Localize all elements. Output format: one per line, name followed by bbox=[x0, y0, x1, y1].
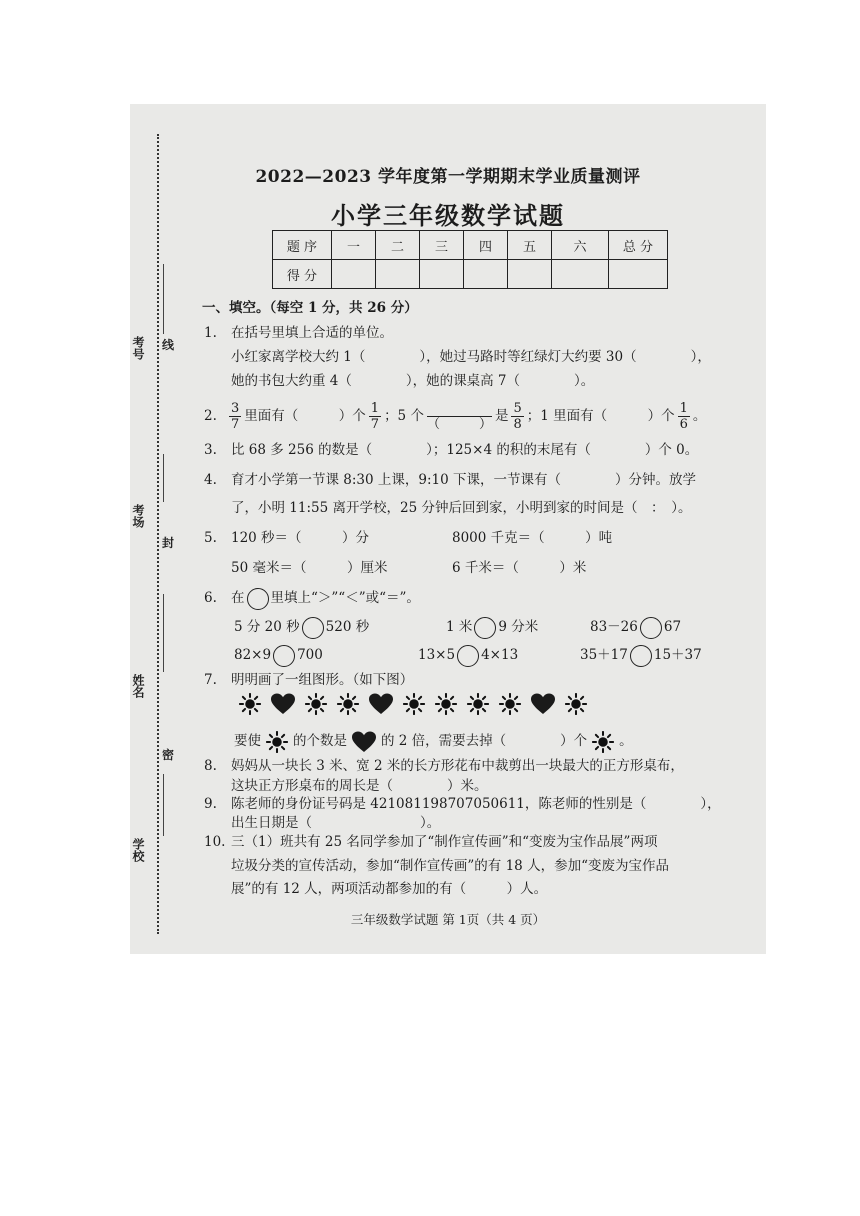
shape-sequence bbox=[234, 692, 592, 720]
exam-title-line1: 2022—2023 学年度第一学期期末学业质量测评 bbox=[255, 167, 641, 187]
xingming-blank bbox=[163, 594, 164, 672]
question-text: 要使 的个数是 的 2 倍，需要去掉（ ）个 。 bbox=[234, 728, 633, 754]
score-cell[interactable] bbox=[609, 260, 668, 289]
sun-icon bbox=[266, 731, 288, 753]
section-heading: 一、填空。（每空 1 分，共 26 分） bbox=[202, 300, 418, 316]
score-row-label: 得 分 bbox=[273, 260, 332, 289]
label-kaochang: 考场 bbox=[131, 504, 145, 528]
question-text: 三（1）班共有 25 名同学参加了“制作宣传画”和“变废为宝作品展”两项 bbox=[231, 834, 658, 850]
question-number: 3. bbox=[204, 442, 217, 458]
score-cell[interactable] bbox=[376, 260, 420, 289]
question-text: 50 毫米＝（ ）厘米 bbox=[231, 560, 388, 576]
question-text: 展”的有 12 人，两项活动都参加的有（ ）人。 bbox=[231, 881, 548, 897]
compare-item: 35＋17 15＋37 bbox=[580, 643, 702, 667]
fraction: $\frac{1}{7}$ bbox=[370, 401, 380, 432]
question-text: 明明画了一组图形。（如下图） bbox=[231, 672, 414, 688]
compare-item: 82×9 700 bbox=[234, 643, 323, 667]
fraction-blank[interactable]: （ ） bbox=[427, 401, 492, 432]
sun-icon bbox=[305, 693, 327, 715]
heart-icon bbox=[351, 730, 377, 754]
score-cell[interactable] bbox=[552, 260, 609, 289]
question-number: 10. bbox=[204, 834, 226, 850]
fraction: $\frac{3}{7}$ bbox=[231, 401, 240, 432]
kaochang-blank bbox=[163, 454, 164, 502]
score-cell[interactable] bbox=[508, 260, 552, 289]
score-cell[interactable] bbox=[464, 260, 508, 289]
sun-icon bbox=[435, 693, 457, 715]
binding-dotted-line bbox=[157, 134, 159, 934]
heart-icon bbox=[530, 692, 556, 716]
question-text: 120 秒＝（ ）分 bbox=[231, 530, 370, 546]
fraction: $\frac{1}{6}$ bbox=[679, 401, 688, 432]
compare-item: 5 分 20 秒 520 秒 bbox=[234, 615, 369, 639]
sun-icon bbox=[403, 693, 425, 715]
page-footer: 三年级数学试题 第 1页（共 4 页） bbox=[350, 912, 546, 927]
question-text: 育才小学第一节课 8:30 上课，9:10 下课，一节课有（ ）分钟。放学 bbox=[231, 472, 697, 488]
heart-icon bbox=[270, 692, 296, 716]
question-number: 6. bbox=[204, 590, 217, 606]
question-text: 垃圾分类的宣传活动，参加“制作宣传画”的有 18 人，参加“变废为宝作品 bbox=[231, 858, 669, 874]
label-xuexiao: 学校 bbox=[131, 838, 145, 862]
compare-circle[interactable] bbox=[273, 645, 295, 667]
exam-title: 小学三年级数学试题 bbox=[331, 201, 565, 230]
score-header-cell: 三 bbox=[420, 231, 464, 260]
score-header-cell: 题 序 bbox=[273, 231, 332, 260]
question-number: 5. bbox=[204, 530, 217, 546]
sun-icon bbox=[592, 731, 614, 753]
sun-icon bbox=[467, 693, 489, 715]
score-header-cell: 六 bbox=[552, 231, 609, 260]
question-text: 小红家离学校大约 1（ ），她过马路时等红绿灯大约要 30（ ）， bbox=[231, 349, 711, 365]
score-header-cell: 总 分 bbox=[609, 231, 668, 260]
label-feng: 封 bbox=[162, 536, 175, 550]
compare-circle[interactable] bbox=[302, 617, 324, 639]
sun-icon bbox=[499, 693, 521, 715]
compare-circle[interactable] bbox=[474, 617, 496, 639]
xuexiao-blank bbox=[163, 774, 164, 836]
question-number: 1. bbox=[204, 325, 217, 341]
question-text: 了，小明 11:55 离开学校，25 分钟后回到家，小明到家的时间是（ ： ）。 bbox=[231, 500, 692, 516]
compare-circle[interactable] bbox=[457, 645, 479, 667]
exam-page bbox=[130, 104, 766, 954]
sun-icon bbox=[337, 693, 359, 715]
compare-circle-icon bbox=[247, 588, 269, 610]
question-number: 9. bbox=[204, 796, 217, 812]
kaohao-blank bbox=[163, 264, 164, 334]
score-cell[interactable] bbox=[420, 260, 464, 289]
compare-item: 83－26 67 bbox=[590, 615, 681, 639]
compare-circle[interactable] bbox=[630, 645, 652, 667]
heart-icon bbox=[368, 692, 394, 716]
score-header-cell: 二 bbox=[376, 231, 420, 260]
score-cell[interactable] bbox=[332, 260, 376, 289]
label-xingming: 姓名 bbox=[131, 674, 145, 698]
question-number: 7. bbox=[204, 672, 217, 688]
label-kaohao: 考号 bbox=[131, 336, 145, 360]
question-text: 出生日期是（ ）。 bbox=[231, 815, 441, 831]
question-number: 4. bbox=[204, 472, 217, 488]
sun-icon bbox=[565, 693, 587, 715]
score-table-score-row bbox=[273, 260, 668, 289]
question-text: 这块正方形桌布的周长是（ ）米。 bbox=[231, 778, 488, 794]
score-table bbox=[272, 230, 668, 289]
question-text: 在括号里填上合适的单位。 bbox=[231, 325, 393, 341]
question-text: 8000 千克＝（ ）吨 bbox=[452, 530, 613, 546]
question-number: 8. bbox=[204, 758, 217, 774]
score-header-cell: 四 bbox=[464, 231, 508, 260]
sun-icon bbox=[239, 693, 261, 715]
question-text: 在 里填上“＞”“＜”或“＝”。 bbox=[231, 586, 420, 610]
question-text: 6 千米＝（ ）米 bbox=[452, 560, 587, 576]
question-text: 她的书包大约重 4（ ），她的课桌高 7（ ）。 bbox=[231, 373, 595, 389]
fraction: $\frac{5}{8}$ bbox=[513, 401, 522, 432]
label-xian: 线 bbox=[162, 338, 175, 352]
question-text: 比 68 多 256 的数是（ ）；125×4 的积的末尾有（ ）个 0。 bbox=[231, 442, 699, 458]
score-table-header-row bbox=[273, 231, 668, 260]
score-header-cell: 五 bbox=[508, 231, 552, 260]
label-mi: 密 bbox=[162, 748, 175, 762]
score-header-cell: 一 bbox=[332, 231, 376, 260]
question-text: $\frac{3}{7}$ 里面有（ ）个 $\frac{1}{7}$ ；5 个 （ ） 是 $\frac{5}{8}$ ；1 里面有（ ）个 $\frac{1}{6}$ 。 bbox=[231, 401, 707, 432]
compare-item: 1 米 9 分米 bbox=[446, 615, 538, 639]
compare-item: 13×5 4×13 bbox=[418, 643, 518, 667]
question-text: 陈老师的身份证号码是 421081198707050611，陈老师的性别是（ ）， bbox=[231, 796, 721, 812]
question-number: 2. bbox=[204, 408, 217, 424]
compare-circle[interactable] bbox=[640, 617, 662, 639]
question-text: 妈妈从一块长 3 米、宽 2 米的长方形花布中裁剪出一块最大的正方形桌布， bbox=[231, 758, 684, 774]
